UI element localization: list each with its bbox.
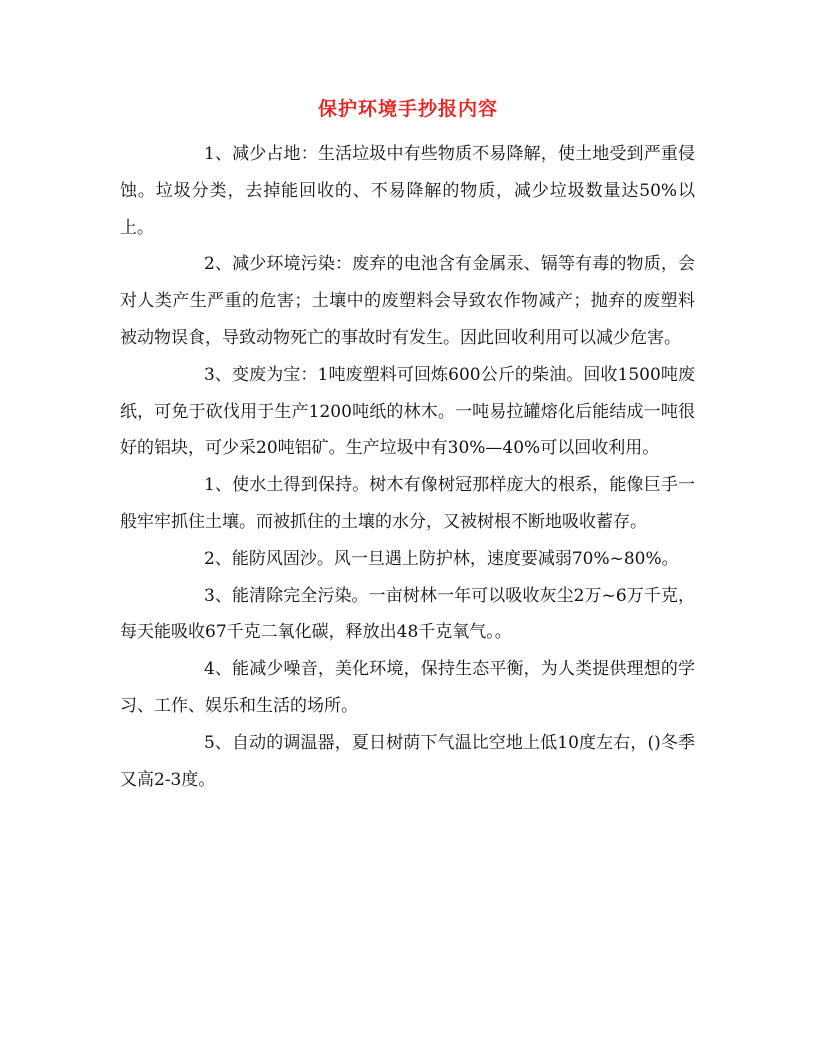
paragraph-reduce-pollution: 2、减少环境污染：废弃的电池含有金属汞、镉等有毒的物质，会对人类产生严重的危害；土壤中的废塑料会导致农作物减产；抛弃的废塑料被动物误食，导致动物死亡的事故时有发生。因此回收利用可以减少危害。 <box>120 254 695 348</box>
paragraph-waste-to-treasure: 3、变废为宝：1吨废塑料可回炼600公斤的柴油。回收1500吨废纸，可免于砍伐用于生产1200吨纸的林木。一吨易拉罐熔化后能结成一吨很好的铝块，可少采20吨铝矿。生产垃圾中有30%—40%可以回收利用。 <box>120 364 695 459</box>
paragraph-reduce-noise: 4、能减少噪音，美化环境，保持生态平衡，为人类提供理想的学习、工作、娱乐和生活的场所。 <box>120 659 695 716</box>
paragraph-soil-conservation: 1、使水土得到保持。树木有像树冠那样庞大的根系，能像巨手一般牢牢抓住土壤。而被抓住的土壤的水分，又被树根不断地吸收蓄存。 <box>120 475 695 532</box>
paragraph-windbreak: 2、能防风固沙。风一旦遇上防护林，速度要减弱70%~80%。 <box>204 548 679 569</box>
document-body <box>120 136 695 798</box>
document-title: 保护环境手抄报内容 <box>317 98 498 120</box>
paragraph-temperature-regulator: 5、自动的调温器，夏日树荫下气温比空地上低10度左右，()冬季又高2-3度。 <box>120 732 695 790</box>
paragraph-reduce-land-use: 1、减少占地：生活垃圾中有些物质不易降解，使土地受到严重侵蚀。垃圾分类，去掉能回收的、不易降解的物质，减少垃圾数量达50%以上。 <box>120 144 695 238</box>
paragraph-clean-pollution: 3、能清除完全污染。一亩树林一年可以吸收灰尘2万~6万千克，每天能吸收67千克二氧化碳，释放出48千克氧气。。 <box>120 585 695 643</box>
